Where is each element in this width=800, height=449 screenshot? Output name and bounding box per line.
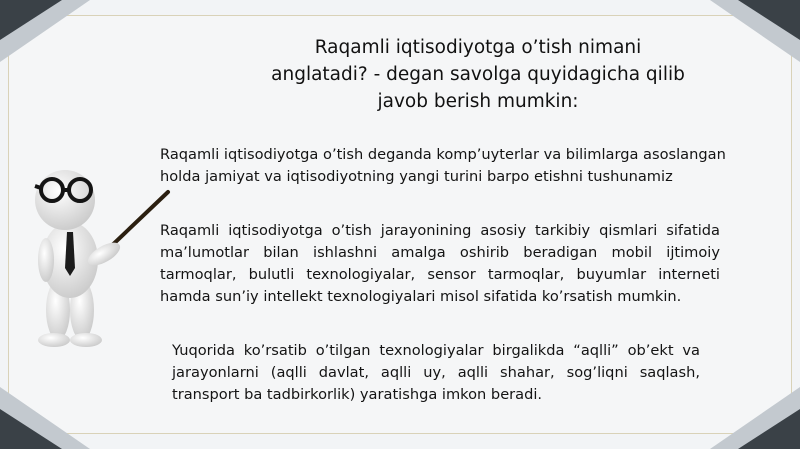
corner-top-right-decoration [680,0,800,70]
corner-bottom-left-decoration [0,379,120,449]
paragraph-components: Raqamli iqtisodiyotga o’tish jarayonining asosiy tarkibiy qismlari sifatida ma’lumotlar bilan ishlashni amalga oshirib beradigan mobil ijtimoiy tarmoqlar, bulutli texnologiyalar, sensor tarmoqlar, buyumlar interneti hamda sun’iy intellekt texnologiyalari misol sifatida ko’rsatish mumkin. [160,222,720,305]
corner-top-left-decoration [0,0,120,70]
paragraph-smart-objects: Yuqorida ko’rsatib o’tilgan texnologiyalar birgalikda “aqlli” ob’ekt va jarayonlarni (aqlli davlat, aqlli uy, aqlli shahar, sog’liqni saqlash, transport ba tadbirkorlik) yaratishga imkon beradi. [172,342,700,403]
paragraph-definition: Raqamli iqtisodiyotga o’tish deganda komp’uyterlar va bilimlarga asoslangan holda jamiyat va iqtisodiyotning yangi turini barpo etishni tushunamiz [160,146,726,185]
slide-title: Raqamli iqtisodiyotga o’tish nimani anglatadi? - degan savolga quyidagicha qilib javob berish mumkin: [271,37,685,112]
